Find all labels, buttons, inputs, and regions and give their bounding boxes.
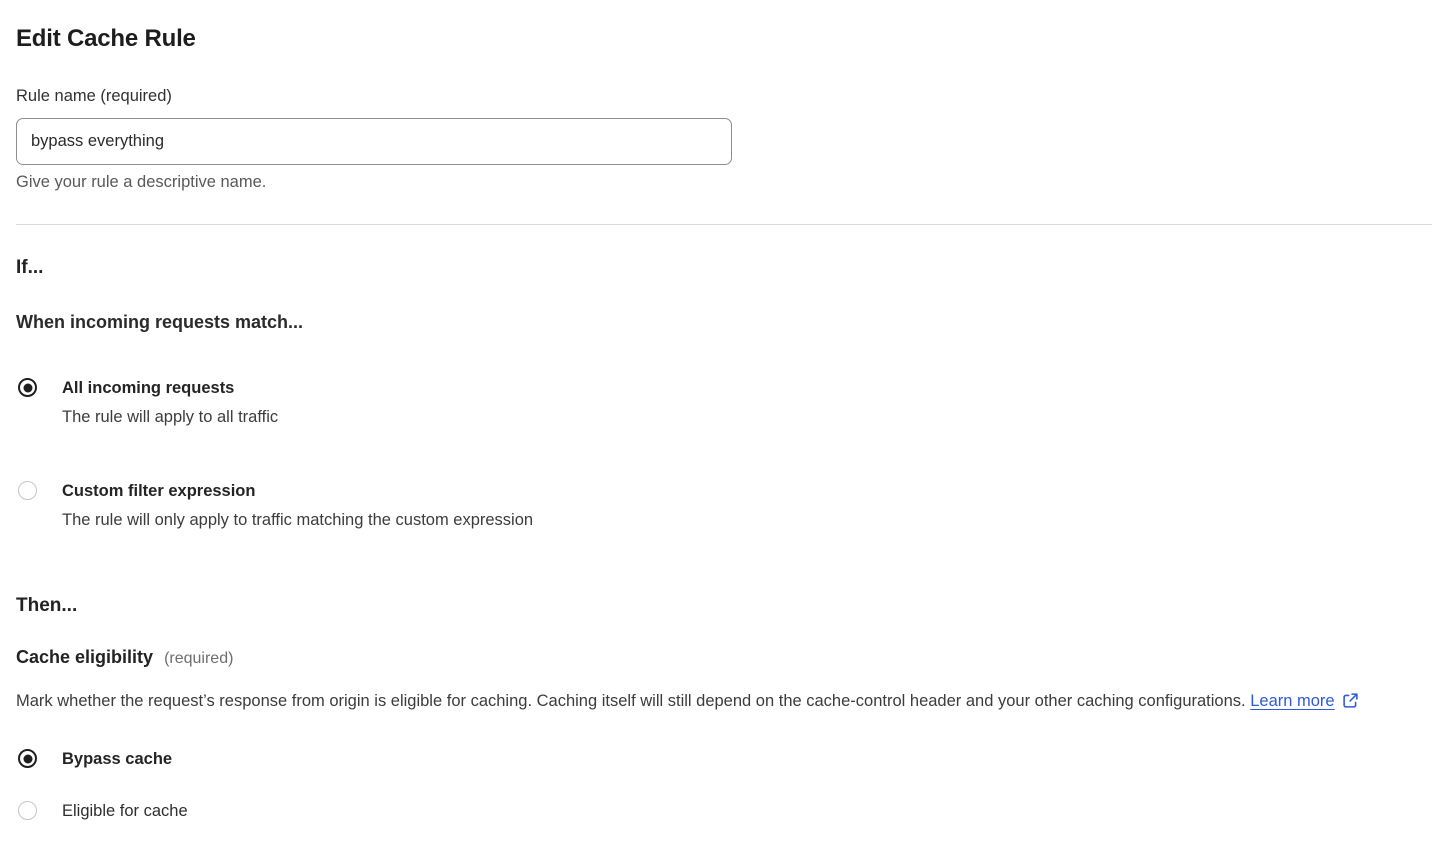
learn-more-link[interactable]: Learn more bbox=[1250, 692, 1358, 710]
radio-button-bypass-cache[interactable] bbox=[18, 749, 37, 768]
option-label: Eligible for cache bbox=[62, 802, 188, 820]
option-eligible-for-cache[interactable] bbox=[16, 800, 1438, 822]
radio-button-eligible-for-cache[interactable] bbox=[18, 801, 37, 820]
cache-eligibility-options bbox=[16, 748, 1438, 822]
section-divider bbox=[16, 224, 1432, 225]
match-subheading: When incoming requests match... bbox=[16, 312, 304, 332]
option-all-incoming-requests[interactable] bbox=[16, 377, 1438, 428]
external-link-icon bbox=[1342, 690, 1359, 719]
option-label: Bypass cache bbox=[62, 750, 173, 768]
cache-eligibility-title bbox=[16, 647, 1438, 668]
rule-name-label: Rule name (required) bbox=[16, 87, 172, 105]
description-text: Mark whether the request’s response from origin is eligible for caching. Caching itself will still depend on the cache-control header and your other caching configurations. bbox=[16, 692, 1246, 710]
page-title: Edit Cache Rule bbox=[16, 25, 196, 52]
then-heading: Then... bbox=[16, 595, 78, 616]
option-label: Custom filter expression bbox=[62, 482, 256, 500]
option-label: All incoming requests bbox=[62, 379, 235, 397]
option-description: The rule will apply to all traffic bbox=[62, 408, 279, 426]
rule-name-input[interactable] bbox=[16, 118, 732, 165]
option-description: The rule will only apply to traffic matching the custom expression bbox=[62, 511, 534, 529]
rule-name-field bbox=[16, 87, 1438, 192]
required-hint: (required) bbox=[164, 650, 234, 667]
if-heading: If... bbox=[16, 257, 44, 278]
rule-name-helper: Give your rule a descriptive name. bbox=[16, 173, 267, 191]
radio-button-custom-filter[interactable] bbox=[18, 481, 37, 500]
option-custom-filter-expression[interactable] bbox=[16, 480, 1438, 531]
cache-eligibility-label: Cache eligibility bbox=[16, 647, 154, 667]
radio-button-all-incoming[interactable] bbox=[18, 378, 37, 397]
option-bypass-cache[interactable] bbox=[16, 748, 1438, 770]
cache-eligibility-description bbox=[16, 687, 1408, 719]
